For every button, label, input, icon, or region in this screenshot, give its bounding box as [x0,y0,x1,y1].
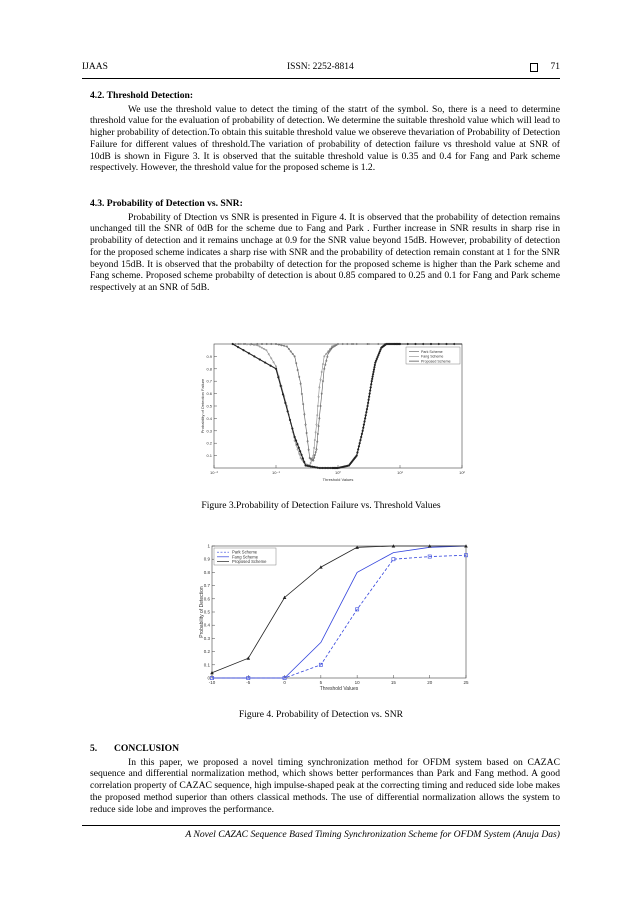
x-tick-label: 25 [463,680,469,685]
y-tick-label: 0 [207,675,210,681]
conclusion-title: CONCLUSION [114,743,180,754]
series-marker [374,362,376,364]
legend-entry: Proposed Scheme [421,359,451,364]
x-tick-label: 5 [319,680,323,685]
series-marker [270,365,272,367]
series-marker [298,447,300,449]
y-tick-label: 0.9 [203,556,210,562]
series-marker [373,369,375,371]
section-conclusion [90,743,560,815]
y-tick-label: 0.2 [203,649,210,655]
section-body: Probability of Dtection vs SNR is presented in Figure 4. It is observed that the probability of detection remains unchanged till the SNR of 0dB for the scheme due to Fang and Park . Further increase in SNR results in sharp rise in probability of detection and it remains unchage at 0.9 for the SNR value beyond 15dB. However, probability of detection for the proposed scheme indicates a sharp rise with SNR and the probability of detection remain constant at 1 for the SNR beyond 15dB. It is observed that the probabilty of detection for the proposed scheme is higher than the Park scheme and Fang scheme. Proposed scheme probabilty of detection is about 0.85 compared to 0.25 and 0.1 for Fang and Park scheme respectively at an SNR of 5dB. [90,211,560,293]
x-tick-label: 10⁻² [210,470,218,475]
x-tick-label: 0 [283,680,286,685]
y-tick-label: 0.1 [203,662,210,668]
y-tick-label: 0.6 [203,596,210,602]
series-marker [302,457,304,459]
y-tick-label: 0.8 [203,569,210,575]
series-line [212,555,466,678]
section-body: We use the threshold value to detect the timing of the statrt of the symbol. So, there is a need to determine threshold value for the evaluation of probability of detection. We determine the suitable threshold value which will lead to higher probability of detection.To obtain this suitable threshold value we obsereve thevariation of Probability of Detection Failure for different values of threshold.The variation of probability of detection failure vs threshold value at SNR of 10dB is shown in Figure 3. It is observed that the suitable threshold value is 0.35 and 0.4 for Fang and Park scheme respectively. However, the threshold value for the proposed scheme is 1.2. [90,103,560,174]
figure-4-chart [196,538,480,694]
series-marker [280,385,282,387]
series-marker [380,349,382,351]
page-number: 71 [550,62,560,72]
series-marker [356,455,358,457]
series-marker [362,430,364,432]
y-axis-label: Probability of Detection Failure [200,378,205,434]
legend-entry: Park Scheme [232,549,258,555]
series-marker [313,466,315,468]
series-marker [365,414,367,416]
y-tick-label: 0.8 [206,366,212,372]
section-heading: 4.2. Threshold Detection: [90,90,194,101]
series-marker [364,418,366,420]
series-marker [367,402,369,404]
series-marker [243,349,245,351]
series-marker [453,343,455,345]
plot-area [212,546,466,678]
series-marker [367,405,369,407]
x-tick-label: 20 [427,680,433,685]
series-marker [312,466,314,468]
legend-entry: Proposed Scheme [232,558,267,564]
section-probability-vs-snr [90,198,560,294]
series-marker [295,440,297,442]
y-tick-label: 0.7 [203,583,210,589]
x-tick-label: -5 [246,680,251,685]
series-marker [377,356,379,358]
series-marker [291,428,293,430]
series-marker [378,352,380,354]
series-marker [369,393,371,395]
y-tick-label: 0.6 [206,391,212,397]
series-marker [362,427,364,429]
x-tick-label: 10¹ [397,470,403,475]
legend-entry: Fang Scheme [421,354,444,359]
series-marker [369,390,371,392]
series-marker [415,343,417,345]
series-marker [294,436,296,438]
series-marker [308,465,310,467]
series-marker [430,343,432,345]
y-tick-label: 0.5 [206,403,212,409]
series-marker [370,387,372,389]
series-marker [373,371,375,373]
series-marker [301,454,303,456]
series-marker [357,452,359,454]
y-tick-label: 0.3 [203,635,210,641]
series-marker [372,376,374,378]
issn: ISSN: 2252-8814 [287,62,354,72]
series-marker [368,396,370,398]
series-marker [358,445,360,447]
checkbox-square-icon [530,63,538,72]
figure-3-chart [196,336,480,492]
series-marker [379,351,381,353]
series-marker [360,436,362,438]
series-marker [317,467,319,469]
series-marker [248,352,250,354]
y-axis-label: Probability of Detection [199,586,205,638]
y-tick-label: 0.4 [206,415,212,421]
y-tick-label: 0.2 [206,440,212,446]
x-tick-label: 10⁻¹ [272,470,280,475]
series-marker [232,343,234,345]
y-tick-label: 0.9 [206,353,212,359]
y-tick-label: 0.4 [203,622,210,628]
y-tick-label: 0.7 [206,378,212,384]
x-tick-label: -10 [208,680,216,685]
x-axis-label: Threshold Values [322,477,354,482]
conclusion-body: In this paper, we proposed a novel timing synchronization method for OFDM system based on CAZAC sequence and differential normalization method, which shows better performances than Park and Fang method. A good correlation property of CAZAC sequence, high impulse-shaped peak at the correcting timing and reduced side lobe makes the proposed method superior than others classical methods. The use of differential normalization allows the system to reduce side lobe and improves the performance. [90,756,560,815]
series-marker [438,343,440,345]
series-marker [376,358,378,360]
x-axis-label: Threshold Values [319,686,359,692]
series-marker [357,449,359,451]
series-marker [374,364,376,366]
conclusion-heading [90,743,560,755]
legend-entry: Fang Scheme [232,554,259,560]
figure-3-caption: Figure 3.Probability of Detection Failure vs. Threshold Values [201,500,441,511]
running-footer: A Novel CAZAC Sequence Based Timing Synchronization Scheme for OFDM System (Anuja Das) [185,829,560,840]
series-marker [305,465,307,467]
y-tick-label: 1 [207,543,210,549]
series-marker [372,373,374,375]
y-tick-label: 0.3 [206,428,212,434]
series-marker [407,343,409,345]
series-marker [366,408,368,410]
figure-4-caption: Figure 4. Probability of Detection vs. SNR [238,709,404,720]
page-header [82,62,560,76]
footer-rule [82,825,560,826]
journal-name: IJAAS [82,62,108,72]
x-tick-label: 10² [459,470,465,475]
series-marker [277,376,279,378]
series-marker [306,465,308,467]
series-line [212,546,466,678]
series-marker [282,393,284,395]
series-marker [360,439,362,441]
series-marker [303,461,305,463]
section-threshold-detection [90,90,560,174]
x-tick-label: 10⁰ [334,470,342,475]
series-marker [361,433,363,435]
y-tick-label: 0.5 [203,609,210,615]
series-marker [377,354,379,356]
y-tick-label: 0.1 [206,453,212,459]
series-marker [296,443,298,445]
series-marker [275,368,277,370]
series-marker [289,419,291,421]
series-marker [287,411,289,413]
series-marker [375,360,377,362]
legend-entry: Park Scheme [421,349,443,354]
series-marker [237,346,239,348]
series-marker [284,402,286,404]
conclusion-number: 5. [90,743,98,754]
section-heading: 4.3. Probability of Detection vs. SNR: [90,198,243,209]
data-point [319,565,323,568]
series-marker [253,356,255,358]
series-marker [264,362,266,364]
series-marker [310,466,312,468]
series-marker [399,343,401,345]
series-marker [359,442,361,444]
series-marker [363,424,365,426]
header-rule [82,78,560,79]
series-marker [315,466,317,468]
series-marker [365,411,367,413]
x-tick-label: 15 [390,680,396,685]
series-marker [371,378,373,380]
series-marker [259,359,261,361]
series-marker [368,399,370,401]
series-marker [422,343,424,345]
series-marker [446,343,448,345]
series-marker [370,383,372,385]
series-marker [364,421,366,423]
series-marker [371,380,373,382]
series-marker [374,366,376,368]
series-marker [299,450,301,452]
x-tick-label: 10 [354,680,360,685]
